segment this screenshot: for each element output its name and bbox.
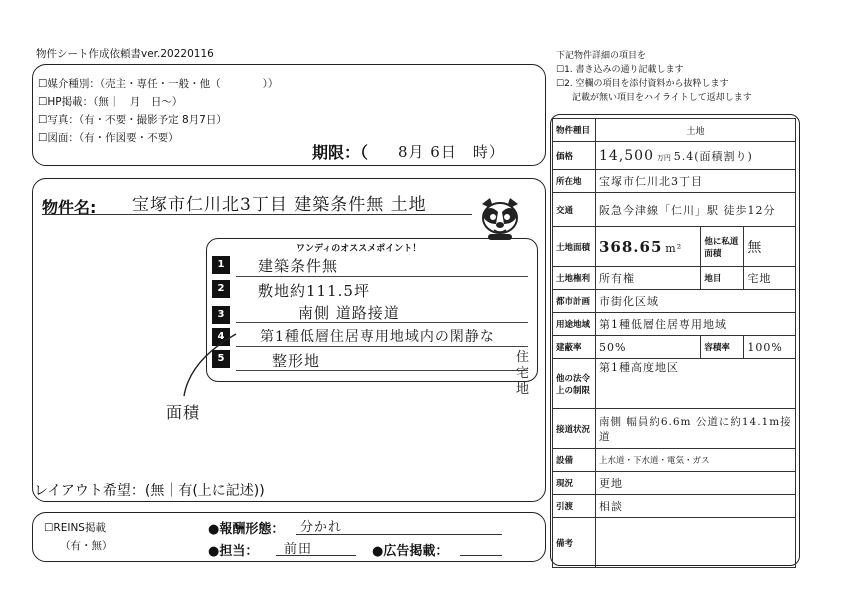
price-label: 価格 — [553, 142, 596, 170]
floorplan-checkbox[interactable]: ☐図面：（有・作図要・不要） — [38, 132, 179, 144]
type-label: 物件種目 — [553, 119, 596, 142]
point-3-number: 3 — [212, 306, 230, 324]
property-name-value[interactable]: 宝塚市仁川北3丁目 建築条件無 土地 — [132, 195, 427, 215]
point-3-line — [236, 346, 528, 347]
handover-label: 引渡 — [553, 495, 596, 518]
road-access-value[interactable]: 南側 幅員約6.6m 公道に約14.1m接道 — [596, 409, 796, 449]
staff-value[interactable]: 前田 — [284, 542, 313, 557]
instruction-option-2[interactable]: ☐2. 空欄の項目を添付資料から抜粋します — [556, 79, 729, 89]
zoning-label: 用途地域 — [553, 313, 596, 336]
point-2b-text[interactable]: 南側 道路接道 — [298, 304, 400, 322]
type-value[interactable]: 土地 — [596, 119, 796, 142]
agency-type-checkbox[interactable]: ☐媒介種別：（売主・専任・一般・他（ ）） — [38, 78, 279, 90]
form-title: 物件シート作成依頼書ver.20220116 — [36, 48, 214, 60]
private-road-value[interactable]: 無 — [744, 227, 796, 267]
ad-listing-label: ●広告掲載： — [372, 544, 449, 559]
status-label: 現況 — [553, 472, 596, 495]
price-unit: 万円 — [656, 153, 671, 162]
point-4-number: 4 — [212, 328, 230, 346]
hp-listing-checkbox[interactable]: ☐HP掲載：（無｜ 月 日〜） — [38, 96, 183, 108]
note-side: 住宅地 — [516, 350, 531, 397]
other-laws-value[interactable]: 第1種高度地区 — [596, 359, 796, 409]
point-1-text[interactable]: 建築条件無 — [258, 257, 339, 275]
staff-label: ●担当： — [208, 544, 259, 559]
remarks-value[interactable] — [596, 518, 796, 568]
price-note: 5.4(面積割り) — [673, 149, 753, 163]
rights-value[interactable]: 所有権 — [596, 267, 701, 290]
recommend-points-title: ワンディのオススメポイント！ — [296, 244, 422, 254]
fee-type-label: ●報酬形態： — [208, 522, 285, 537]
point-2-text[interactable]: 敷地約111.5坪 — [258, 282, 370, 300]
point-5-line — [236, 370, 528, 371]
deadline-label: 期限：（ — [312, 143, 369, 162]
ad-underline — [460, 555, 502, 556]
point-1-line — [236, 276, 528, 277]
point-2-line — [236, 322, 528, 323]
point-5-number: 5 — [212, 350, 230, 368]
fee-underline — [296, 534, 502, 535]
area-value: 368.65 — [599, 237, 663, 256]
deadline-value[interactable]: 8月 6日 時） — [398, 143, 505, 161]
photo-checkbox[interactable]: ☐写真：（有・不要・撮影予定 8月7日） — [38, 114, 227, 126]
point-5-text[interactable]: 整形地 — [272, 352, 321, 370]
point-2-number: 2 — [212, 280, 230, 298]
rights-label: 土地権利 — [553, 267, 596, 290]
zoning-value[interactable]: 第1種低層住居専用地域 — [596, 313, 796, 336]
staff-underline — [276, 555, 356, 556]
bcr-value[interactable]: 50% — [596, 336, 701, 359]
area-cell[interactable] — [596, 227, 701, 267]
utilities-value[interactable]: 上水道・下水道・電気・ガス — [596, 449, 796, 472]
area-label: 土地面積 — [553, 227, 596, 267]
property-name-label: 物件名: — [42, 198, 97, 217]
far-label: 容積率 — [701, 336, 744, 359]
reins-options[interactable]: （有・無） — [60, 540, 113, 552]
point-3-text[interactable]: 第1種低層住居専用地域内の閑静な — [260, 329, 495, 345]
area-unit: m² — [665, 241, 683, 255]
fee-type-value[interactable]: 分かれ — [300, 520, 343, 535]
bcr-label: 建蔽率 — [553, 336, 596, 359]
private-road-label: 他に私道面積 — [701, 227, 744, 267]
land-category-value[interactable]: 宅地 — [744, 267, 796, 290]
note-area: 面積 — [166, 403, 201, 422]
address-value[interactable]: 宝塚市仁川北3丁目 — [596, 170, 796, 193]
other-laws-label: 他の法令上の制限 — [553, 359, 596, 409]
transport-value[interactable]: 阪急今津線「仁川」駅 徒歩12分 — [596, 193, 796, 227]
price-cell[interactable] — [596, 142, 796, 170]
instruction-line-1: 下記物件詳細の項目を — [556, 51, 647, 61]
far-value[interactable]: 100% — [744, 336, 796, 359]
instruction-option-1[interactable]: ☐1. 書き込みの通り記載します — [556, 65, 684, 75]
instruction-line-4: 記載が無い項目をハイライトして返却します — [572, 93, 752, 103]
utilities-label: 設備 — [553, 449, 596, 472]
property-name-underline — [42, 214, 472, 215]
note-arrow — [180, 330, 240, 400]
dog-mascot-icon — [476, 196, 524, 242]
reins-checkbox[interactable]: ☐REINS掲載 — [44, 522, 106, 534]
city-plan-label: 都市計画 — [553, 290, 596, 313]
point-1-number: 1 — [212, 256, 230, 274]
remarks-label: 備考 — [553, 518, 596, 568]
handover-value[interactable]: 相談 — [596, 495, 796, 518]
road-access-label: 接道状況 — [553, 409, 596, 449]
transport-label: 交通 — [553, 193, 596, 227]
land-category-label: 地目 — [701, 267, 744, 290]
price-value: 14,500 — [599, 147, 654, 164]
city-plan-value[interactable]: 市街化区域 — [596, 290, 796, 313]
property-spec-table — [552, 118, 796, 568]
layout-wish[interactable]: レイアウト希望：(無｜有(上に記述)) — [34, 483, 265, 499]
status-value[interactable]: 更地 — [596, 472, 796, 495]
address-label: 所在地 — [553, 170, 596, 193]
